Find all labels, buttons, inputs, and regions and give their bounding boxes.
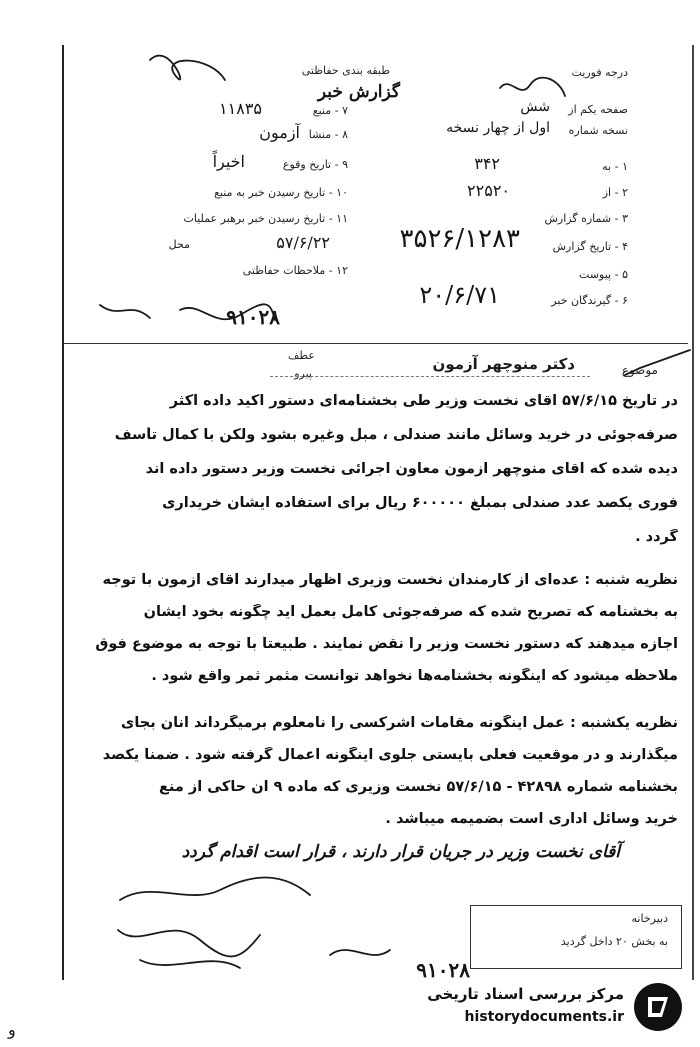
body-line: گردد .	[635, 529, 678, 545]
field-label: ۶ - گیرندگان خبر	[551, 294, 628, 307]
field-label: ۱۲ - ملاحظات حفاظتی	[242, 264, 348, 277]
field-label: ۱ - به	[602, 160, 628, 173]
page-mark: و	[8, 1020, 16, 1039]
field-value: آزمون	[259, 123, 300, 142]
field-value: ۳۵۲۶/۱۲۸۳	[399, 224, 520, 254]
field-label: ۱۱ - تاریخ رسیدن خبر برهبر عملیات	[183, 212, 348, 225]
subject-value: دکتر منوچهر آزمون	[432, 355, 575, 373]
priority-label: درجه فوریت	[571, 66, 628, 79]
atf-label: عطف	[288, 349, 315, 362]
body-line: به بخشنامه که تصریح شده که صرفه‌جوئی کامل بعمل آید چگونه بخود ایشان	[143, 604, 678, 620]
field-label: ۷ - منبع	[312, 104, 348, 117]
field-label: ۳ - شماره گزارش	[544, 212, 628, 225]
body-line: خرید وسائل اداری است بضمیمه میباشد .	[385, 811, 678, 827]
field-label: ۹ - تاریخ وقوع	[282, 158, 348, 171]
copy-value: اول از چهار نسخه	[446, 120, 550, 136]
archive-logo-url: historydocuments.ir	[464, 1009, 624, 1025]
body-line: میگذارند و در موقعیت فعلی بایستی جلوی اینگونه اعمال گرفته شود . ضمناً یکصد	[102, 747, 678, 763]
body-line: نظریه شنبه : عده‌ای از کارمندان نخست وزیری اظهار میدارند آقای آزمون با توجه	[102, 572, 678, 588]
archive-logo-icon	[634, 983, 682, 1031]
page-of-value: شش	[520, 99, 550, 115]
body-line: ملاحظه میشود که اینگونه بخشنامه‌ها نخواهد توانست مثمر ثمر واقع شود .	[151, 668, 678, 684]
body-line: فوری یکصد عدد صندلی بمبلغ ۶۰۰۰۰۰ ریال برای استفاده ایشان خریداری	[162, 495, 678, 511]
field-label: ۱۰ - تاریخ رسیدن خبر به منبع	[214, 186, 348, 199]
field-value: اخیراً	[212, 152, 245, 171]
stamp-line-2: به بخش ۲۰ داخل گردید	[560, 935, 668, 948]
archive-logo-title: مرکز بررسی اسناد تاریخی	[427, 985, 624, 1003]
field-value: ۲۲۵۲۰	[467, 181, 510, 200]
page-of-label: صفحه یکم از	[568, 103, 628, 116]
body-line: بخشنامه شماره ۴۲۸۹۸ - ۵۷/۶/۱۵ نخست وزیری که ماده ۹ آن حاکی از منع	[159, 779, 678, 795]
field-value: ۱۱۸۳۵	[219, 99, 262, 118]
ref-number-bottom: ۹۱۰۲۸	[416, 958, 470, 982]
stamp-line-1: دبیرخانه	[631, 912, 668, 925]
body-line: صرفه‌جوئی در خرید وسائل مانند صندلی ، مبل وغیره بشود ولکن با کمال تأسف	[114, 427, 678, 443]
archive-logo	[402, 981, 682, 1039]
subject-label: موضوع	[621, 363, 658, 377]
peyro-label: پیرو	[294, 367, 312, 380]
ref-number-top: ۹۱۰۲۸	[226, 305, 280, 329]
field-label: ۴ - تاریخ گزارش	[552, 240, 628, 253]
body-line: نظریه یکشنبه : عمل اینگونه مقامات اشرکسی را نامعلوم برمیگرداند آنان بجای	[121, 715, 678, 731]
body-line: در تاریخ ۵۷/۶/۱۵ آقای نخست وزیر طی بخشنامه‌ای دستور اکید داده اکثر	[169, 393, 678, 409]
report-title: گزارش خبر	[317, 82, 400, 102]
field-value: ۲۰/۶/۷۱	[419, 281, 500, 309]
field-label: محل	[168, 238, 190, 251]
body-line: دیده شده که آقای منوچهر آزمون معاون اجرائی نخست وزیر دستور داده اند	[145, 461, 678, 477]
body-line: اجازه میدهند که دستور نخست وزیر را نقض نمایند . طبیعتاً با توجه به موضوع فوق	[95, 636, 678, 652]
field-label: ۸ - منشا	[308, 128, 348, 141]
field-label: ۵ - پیوست	[579, 268, 628, 281]
handwritten-note: آقای نخست وزیر در جریان قرار دارند ، قرار است اقدام گردد	[181, 842, 620, 862]
copy-label: نسخه شماره	[568, 124, 628, 137]
field-label: ۲ - از	[602, 186, 628, 199]
classification-label: طبقه بندی حفاظتی	[301, 64, 390, 77]
field-value: ۳۴۲	[474, 154, 500, 173]
field-value: ۵۷/۶/۲۲	[276, 233, 330, 252]
